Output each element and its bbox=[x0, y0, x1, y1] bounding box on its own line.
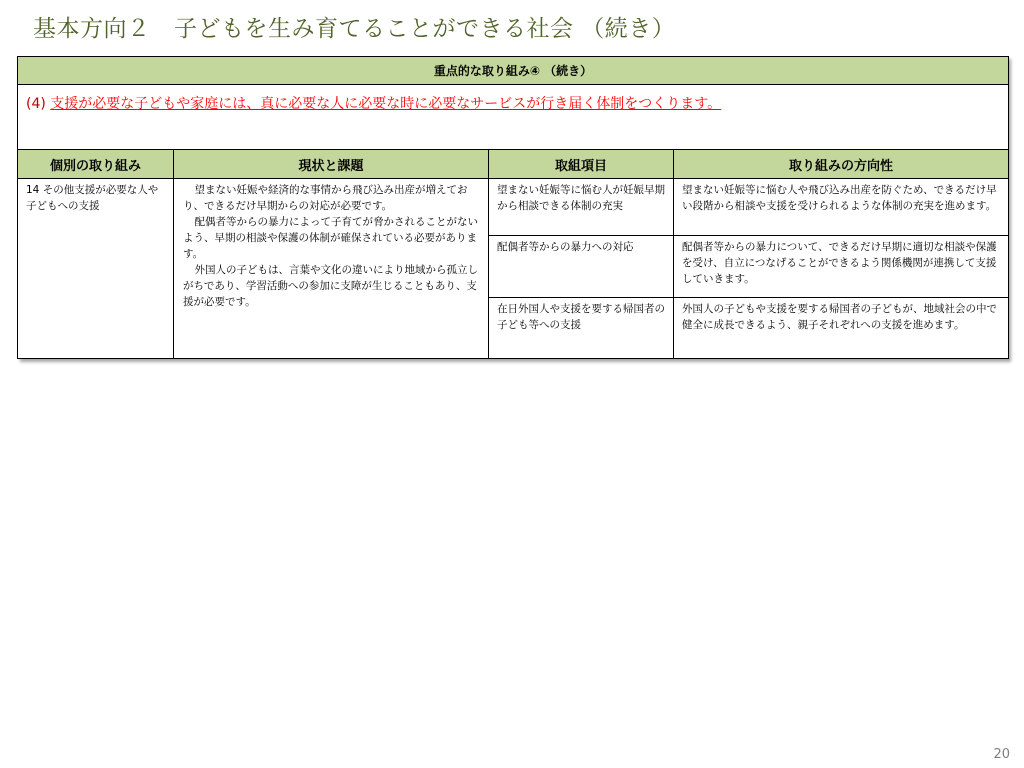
current-issues-cell bbox=[174, 179, 489, 359]
table-row bbox=[18, 179, 1009, 236]
direction-cell: 望まない妊娠等に悩む人や飛び込み出産を防ぐため、できるだけ早い段階から相談や支援を受けられるような体制の充実を進めます。 bbox=[674, 179, 1009, 236]
action-item-cell: 在日外国人や支援を要する帰国者の子ども等への支援 bbox=[489, 298, 674, 359]
action-item-cell: 望まない妊娠等に悩む人が妊娠早期から相談できる体制の充実 bbox=[489, 179, 674, 236]
issue-paragraph: 外国人の子どもは、言葉や文化の違いにより地域から孤立しがちであり、学習活動への参加に支障が生じることもあり、支援が必要です。 bbox=[183, 264, 479, 308]
column-header-direction: 取り組みの方向性 bbox=[674, 150, 1009, 179]
policy-subheading bbox=[18, 85, 1009, 150]
page-number: 20 bbox=[993, 747, 1010, 762]
issue-paragraph: 配偶者等からの暴力によって子育てが脅かされることがないよう、早期の相談や保護の体制が確保されている必要があります。 bbox=[183, 216, 479, 260]
individual-item-cell: 14 その他支援が必要な人や子どもへの支援 bbox=[18, 179, 174, 359]
subheading-text: 支援が必要な子どもや家庭には、真に必要な人に必要な時に必要なサービスが行き届く体制をつくります。 bbox=[50, 96, 722, 112]
issue-paragraph: 望まない妊娠や経済的な事情から飛び込み出産が増えており、できるだけ早期からの対応が必要です。 bbox=[183, 184, 468, 212]
slide-title: 基本方向２ 子どもを生み育てることができる社会 （続き） bbox=[33, 16, 676, 42]
direction-cell: 外国人の子どもや支援を要する帰国者の子どもが、地域社会の中で健全に成長できるよう、親子それぞれへの支援を進めます。 bbox=[674, 298, 1009, 359]
table-header: 重点的な取り組み④ （続き） bbox=[18, 57, 1009, 85]
column-header-issues: 現状と課題 bbox=[174, 150, 489, 179]
column-header-items: 取組項目 bbox=[489, 150, 674, 179]
column-header-individual: 個別の取り組み bbox=[18, 150, 174, 179]
plan-table bbox=[17, 56, 1008, 359]
action-item-cell: 配偶者等からの暴力への対応 bbox=[489, 236, 674, 298]
subheading-number: (4) bbox=[26, 96, 46, 112]
direction-cell: 配偶者等からの暴力について、できるだけ早期に適切な相談や保護を受け、自立につなげることができるよう関係機関が連携して支援していきます。 bbox=[674, 236, 1009, 298]
